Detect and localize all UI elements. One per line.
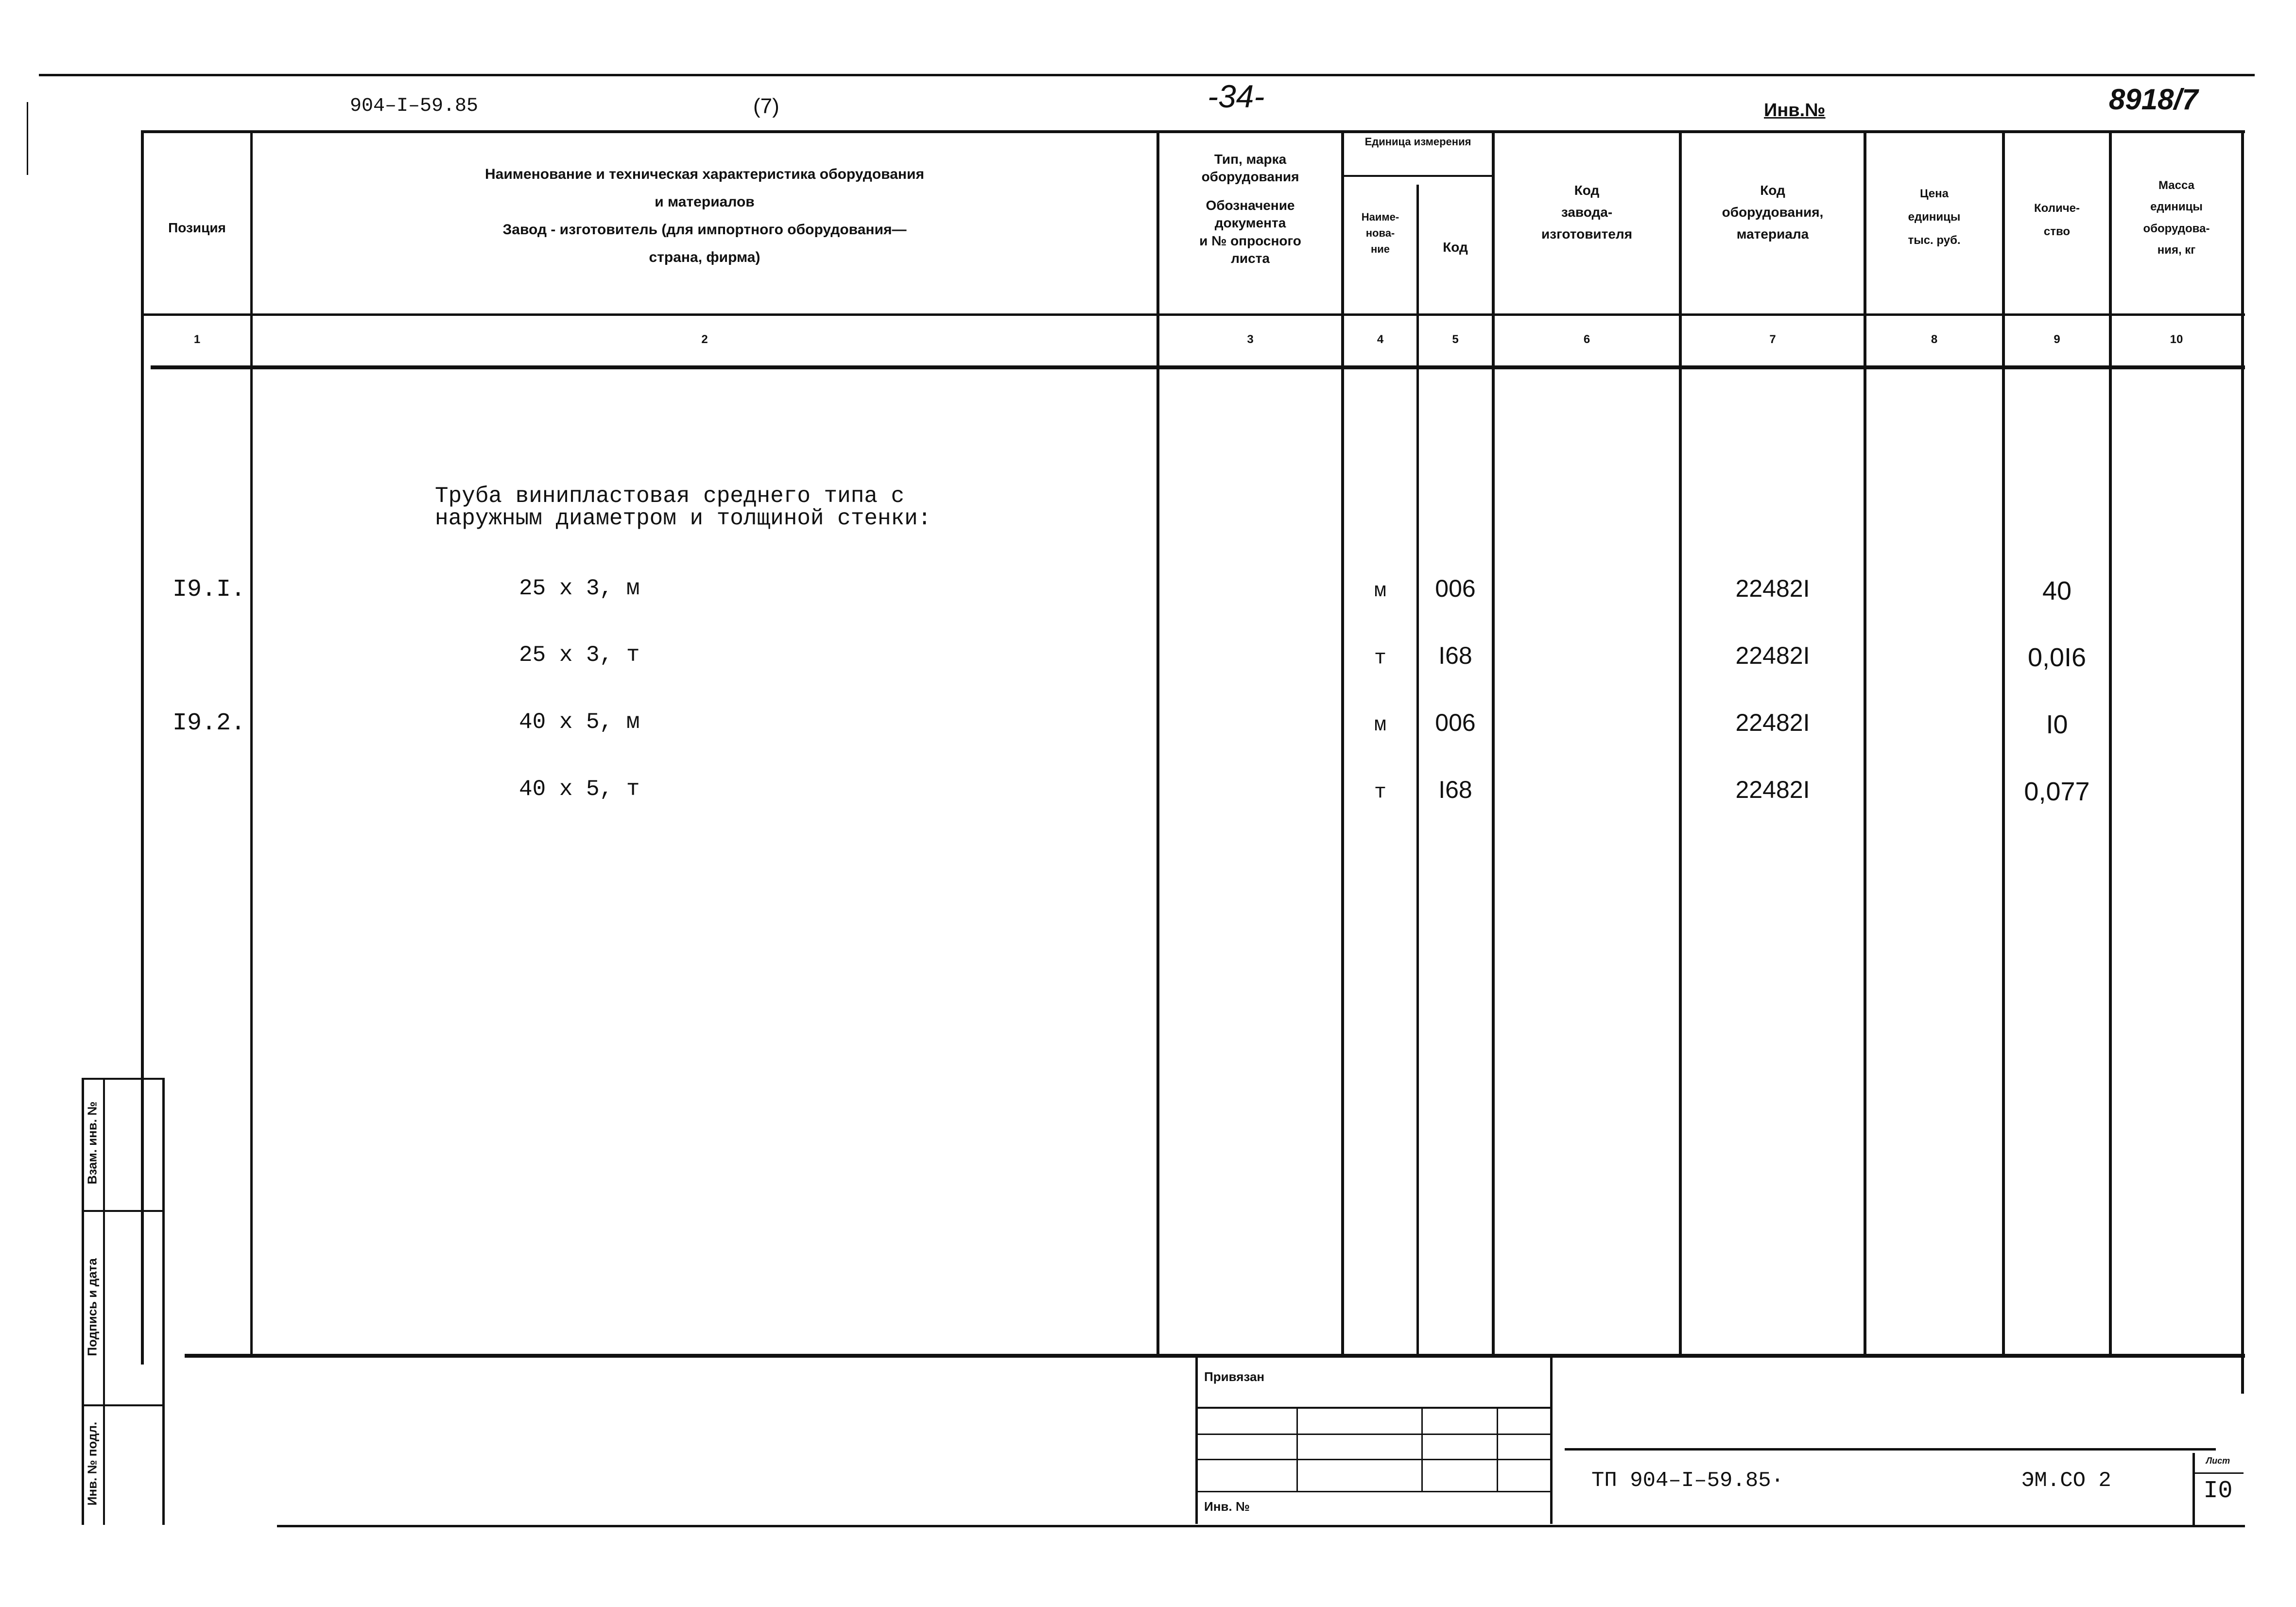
side-stamp-right-border (162, 1078, 165, 1525)
row-unit: т (1374, 780, 1387, 804)
row-material-code: 22482I (1735, 776, 1810, 803)
row-quantity: 0,077 (2024, 777, 2090, 806)
col-number: 6 (1583, 333, 1590, 346)
col-number: 9 (2054, 333, 2060, 346)
col2-header: Наименование и техническая характеристика оборудования и материалов Завод - изготовитель (для импортного оборудования— страна, фирма) (485, 166, 924, 265)
col-sep-9 (2109, 130, 2112, 1355)
col-sep-6 (1679, 130, 1682, 1355)
col-number: 2 (701, 333, 708, 346)
col8-header: Цена единицы тыс. руб. (1908, 187, 1961, 247)
col5-header: Код (1443, 240, 1468, 255)
col1-header: Позиция (168, 220, 226, 235)
doc-code-top: 904–I–59.85 (350, 95, 479, 117)
col-number: 8 (1931, 333, 1938, 346)
col-number: 3 (1247, 333, 1254, 346)
top-rule (39, 74, 2255, 76)
row-material-code: 22482I (1735, 709, 1810, 736)
col-number: 1 (193, 333, 201, 346)
table-top-border (141, 130, 2245, 133)
stamp-sheet-code: ЭМ.СО 2 (2021, 1469, 2111, 1493)
unit-group-header: Единица измерения (1364, 136, 1471, 148)
row-material-code: 22482I (1735, 642, 1810, 669)
row-unit-code: I68 (1438, 776, 1472, 803)
inv-label: Инв.№ (1764, 100, 1826, 121)
left-margin-mark (27, 102, 28, 175)
applied-block-right (1550, 1354, 1553, 1524)
side-label-replace-inv: Взам. инв. № (85, 1101, 100, 1185)
row-quantity: I0 (2046, 710, 2068, 739)
row-unit: м (1374, 713, 1387, 737)
col-number: 7 (1769, 333, 1776, 346)
row-name: 40 x 5, м (519, 709, 640, 735)
applied-col-3 (1497, 1407, 1498, 1492)
col3-header: Тип, марка оборудования Обозначение документа и № опросного листа (1199, 152, 1301, 266)
col-number: 5 (1452, 333, 1459, 346)
col-sep-4 (1416, 185, 1419, 1355)
row-unit: т (1374, 646, 1387, 670)
col6-header: Код завода- изготовителя (1541, 183, 1633, 242)
stamp-top-rule (185, 1354, 2245, 1358)
col-number: 4 (1377, 333, 1384, 346)
row-quantity: 40 (2042, 576, 2072, 605)
intro-text: Труба винипластовая среднего типа с наружным диаметром и толщиной стенки: (435, 484, 932, 531)
side-stamp-top (82, 1078, 164, 1080)
header-bottom-rule (141, 313, 2245, 316)
col4-header: Наиме- нова- ние (1361, 211, 1399, 255)
sheet-number: I0 (2203, 1477, 2233, 1505)
row-name: 40 x 5, т (519, 777, 640, 802)
col7-header: Код оборудования, материала (1722, 183, 1824, 242)
part-label: (7) (753, 94, 779, 118)
col-sep-7 (1864, 130, 1866, 1355)
side-stamp-left-border (82, 1078, 84, 1525)
col10-header: Масса единицы оборудова- ния, кг (2143, 179, 2210, 257)
col-sep-8 (2002, 130, 2005, 1355)
applied-label: Привязан (1204, 1369, 1265, 1384)
side-stamp-sep-1 (82, 1210, 164, 1212)
row-position: I9.2. (173, 709, 246, 737)
applied-col-2 (1421, 1407, 1423, 1492)
row-name: 25 x 3, м (519, 576, 640, 601)
stamp-bottom-rule (277, 1525, 2245, 1527)
col-sep-2 (1157, 130, 1159, 1355)
col-number: 10 (2170, 333, 2183, 346)
row-quantity: 0,0I6 (2027, 643, 2087, 672)
stamp-inv-no-label: Инв. № (1204, 1499, 1250, 1514)
row-unit-code: I68 (1438, 642, 1472, 669)
stamp-doc-code: ТП 904–I–59.85· (1591, 1469, 1784, 1493)
side-label-inv-orig: Инв. № подл. (85, 1421, 100, 1506)
row-position: I9.I. (173, 576, 246, 604)
side-label-signature: Подпись и дата (85, 1258, 100, 1356)
row-unit-code: 006 (1435, 709, 1476, 736)
table-right-border (2241, 130, 2244, 1394)
col-sep-3 (1341, 130, 1344, 1355)
row-material-code: 22482I (1735, 575, 1810, 602)
numbers-bottom-rule (151, 365, 2245, 369)
side-stamp-sep-2 (82, 1404, 164, 1406)
sheet-label: Лист (2206, 1456, 2230, 1466)
title-block-rule (1565, 1448, 2216, 1451)
inv-number: 8918/7 (2109, 83, 2198, 116)
page-number: -34- (1208, 78, 1265, 114)
unit-group-rule (1341, 175, 1492, 177)
col9-header: Количе- ство (2034, 202, 2080, 238)
row-unit-code: 006 (1435, 575, 1476, 602)
col-sep-5 (1492, 130, 1495, 1355)
applied-col-1 (1296, 1407, 1298, 1492)
side-stamp-inner-border (103, 1078, 105, 1525)
sheet-box-sep (2192, 1472, 2244, 1474)
applied-block-left (1195, 1354, 1198, 1524)
col-sep-1 (250, 130, 253, 1355)
row-unit: м (1374, 579, 1387, 603)
row-name: 25 x 3, т (519, 642, 640, 668)
